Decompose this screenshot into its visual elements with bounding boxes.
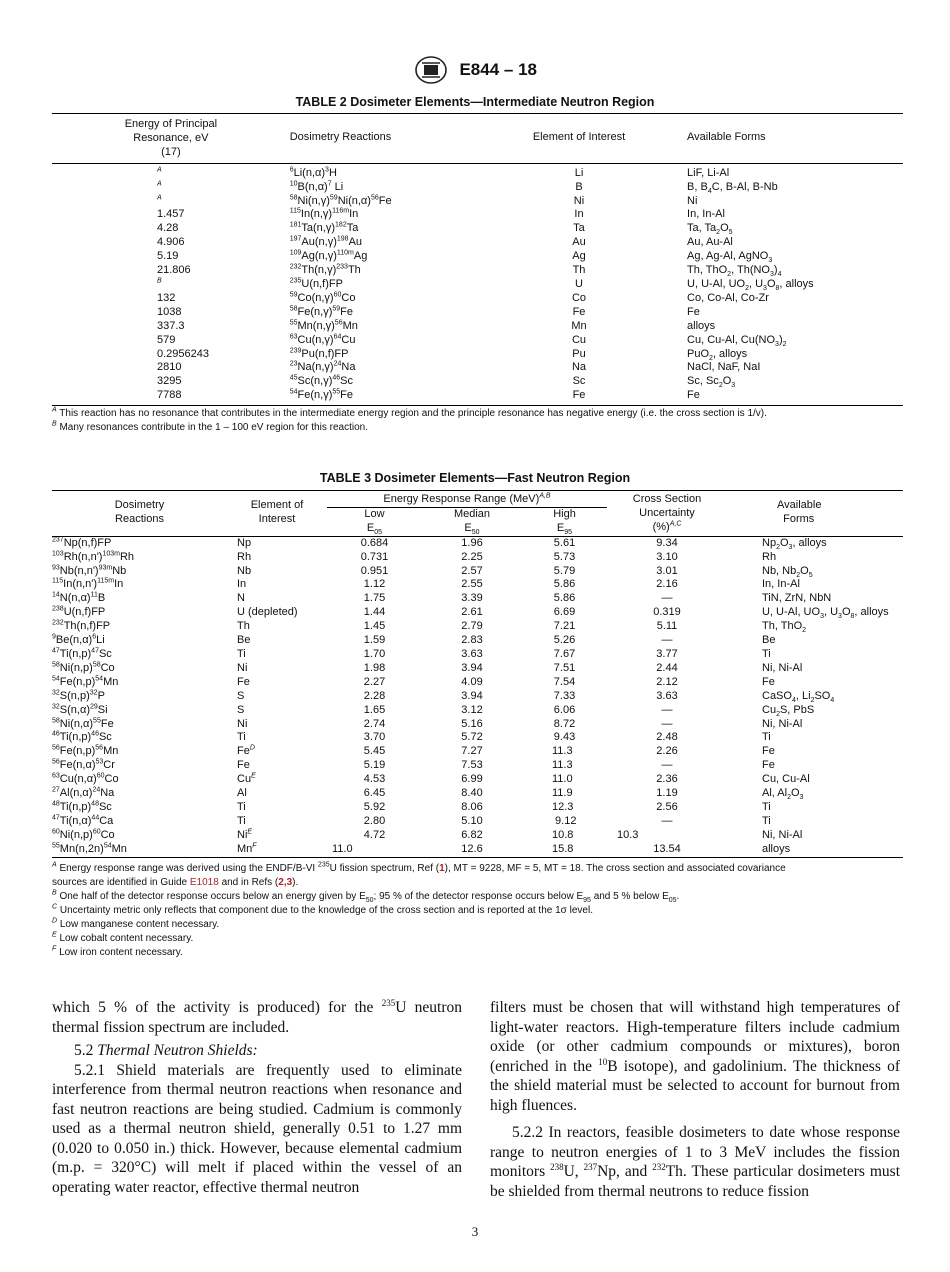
guide-e1018-link[interactable]: E1018 bbox=[189, 876, 219, 888]
table-row: $^A$ $^{10}B(n,\alpha)^7$ Li B B, $B_4C$, B-Al, B-Nb bbox=[157, 179, 778, 195]
table-row: $^{27}Al(n,\alpha)^{24}Na$ Al 6.45 8.40 11.9 1.19 Al, $Al_2O_3$ bbox=[52, 786, 804, 802]
body-left-column bbox=[52, 998, 462, 1197]
table2-body bbox=[52, 163, 903, 405]
table2-header-forms: Available Forms bbox=[687, 131, 766, 144]
table3-header-element: Element of Interest bbox=[227, 491, 327, 537]
table-row: $^A$ $^6Li(n,\alpha)^3H$ Li LiF, Li-Al bbox=[157, 166, 730, 179]
table-row: $^{47}Ti(n,p)^{47}Sc$ Ti 1.70 3.63 7.67 3.77 Ti bbox=[52, 647, 771, 660]
paragraph: 5.2.2 In reactors, feasible dosimeters to date whose response range to neutron energies of 1 to 3 MeV includes the fission monitors $^{238}$U, $^{237}$Np, and $^{232}$Th. These particular dosimeters must be shielded from thermal neutrons to reduce fission bbox=[490, 1124, 901, 1200]
paragraph: 5.2.1 Shield materials are frequently used to eliminate interference from thermal neutron reactions when resonance and fast neutron reactions are being studied. Cadmium is commonly used as a thermal neutron shield, generally 0.51 to 1.27 mm (0.020 to 0.050 in.) thick. However, because elemental cadmium (m.p. = 320°C) will melt if placed within the vessel of an operating water reactor, effective thermal neutron bbox=[52, 1061, 462, 1196]
table-row: $^{56}Fe(n,\alpha)^{53}Cr$ Fe 5.19 7.53 11.3 — Fe bbox=[52, 758, 775, 772]
table-row: $^{103}Rh(n,n')^{103m}Rh$ Rh 0.731 2.25 5.73 3.10 Rh bbox=[52, 549, 777, 563]
table-row: $^{58}Ni(n,p)^{58}Co$ Ni 1.98 3.94 7.51 2.44 Ni, Ni-Al bbox=[52, 661, 803, 674]
table3-header-high: High $E_{95}$ bbox=[522, 507, 607, 536]
table2-header-row bbox=[52, 114, 903, 164]
table-row: 5.19 $^{109}Ag(n,\gamma)^{110m}Ag$ Ag Ag, Ag-Al, AgNO$_3$ bbox=[157, 249, 773, 265]
table3-header-reactions: Dosimetry Reactions bbox=[52, 491, 227, 537]
document-designation: E844 – 18 bbox=[459, 60, 537, 79]
table3-footnote-d: $^D$ Low manganese content necessary. bbox=[52, 917, 220, 930]
table-row: 1.457 $^{115}In(n,\gamma)^{116m}In$ In In, In-Al bbox=[157, 207, 725, 221]
table-row: 337.3 $^{55}Mn(n,\gamma)^{56}Mn$ Mn alloys bbox=[157, 319, 716, 332]
table3-header-range: Energy Response Range (MeV)$^{A,B}$ bbox=[327, 491, 607, 508]
table2-header-energy: Energy of Principal Resonance, eV (17) bbox=[124, 118, 218, 158]
table-row: 2810 $^{23}Na(n,\gamma)^{24}Na$ Na NaCl, NaF, NaI bbox=[157, 360, 761, 374]
table2-footnote-a: $^A$ This reaction has no resonance that contributes in the intermediate energy region and the principle resonance has negative energy (i.e. the cross section is 1/v). bbox=[52, 406, 767, 419]
body-right-column bbox=[490, 998, 900, 1201]
table2-footnote-b: $^B$ Many resonances contribute in the 1 – 100 eV region for this reaction. bbox=[52, 420, 368, 433]
table-row: $^{14}N(n,\alpha)^{11}B$ N 1.75 3.39 5.86 — TiN, ZrN, NbN bbox=[52, 591, 832, 605]
table3-header-uncertainty: Cross Section Uncertainty (%)$^{A,C}$ bbox=[607, 491, 727, 537]
table-row: 579 $^{63}Cu(n,\gamma)^{64}Cu$ Cu Cu, Cu-Al, $Cu(NO_3)_2$ bbox=[157, 332, 787, 348]
table-row: 4.906 $^{197}Au(n,\gamma)^{198}Au$ Au Au, Au-Al bbox=[157, 235, 733, 249]
table-row: $^{56}Fe(n,p)^{56}Mn$ $Fe^D$ 5.45 7.27 11.3 2.26 Fe bbox=[52, 744, 775, 758]
table-row: 132 $^{59}Co(n,\gamma)^{60}Co$ Co Co, Co-Al, Co-Zr bbox=[157, 291, 769, 304]
table-row: 7788 $^{54}Fe(n,\gamma)^{55}Fe$ Fe Fe bbox=[157, 388, 700, 402]
table-row: $^{47}Ti(n,\alpha)^{44}Ca$ Ti 2.80 5.10 9.12 — Ti bbox=[52, 814, 771, 827]
table-row: 3295 $^{45}Sc(n,\gamma)^{46}Sc$ Sc Sc, $Sc_2O_3$ bbox=[157, 374, 736, 390]
table-row: 4.28 $^{181}Ta(n,\gamma)^{182}Ta$ Ta Ta, $Ta_2O_5$ bbox=[157, 221, 733, 237]
table-row: $^{63}Cu(n,\alpha)^{60}Co$ $Cu^E$ 4.53 6.99 11.0 2.36 Cu, Cu-Al bbox=[52, 772, 810, 786]
paragraph: filters must be chosen that will withstand high temperatures of light-water reactors. High-temperature filters include cadmium oxide (or other cadmium compounds or mixtures), boron (enriched in the $^{10}$B isotope), and gadolinium. The thickness of the shield material must be selected to account for burnout from high fluences. bbox=[490, 999, 900, 1114]
table-row: $^{48}Ti(n,p)^{48}Sc$ Ti 5.92 8.06 12.3 2.56 Ti bbox=[52, 800, 771, 813]
table3-header-median: Median $E_{50}$ bbox=[422, 507, 522, 536]
table2-caption: TABLE 2 Dosimeter Elements—Intermediate Neutron Region bbox=[295, 95, 655, 109]
table-row: $^{115}In(n,n')^{115m}In$ In 1.12 2.55 5.86 2.16 In, In-Al bbox=[52, 577, 800, 591]
table-row: $^{32}S(n,p)^{32}P$ S 2.28 3.94 7.33 3.63 CaSO$_4$, $Li_2SO_4$ bbox=[52, 689, 835, 704]
table3-header-row-1 bbox=[52, 491, 903, 508]
table3-footnote-f: $^F$ Low iron content necessary. bbox=[52, 945, 183, 958]
table-row: $^{93}Nb(n,n')^{93m}Nb$ Nb 0.951 2.57 5.79 3.01 Nb, $Nb_2O_5$ bbox=[52, 563, 813, 579]
table2-header-element: Element of Interest bbox=[532, 131, 626, 144]
table-row: $^{232}$Th(n,f)FP Th 1.45 2.79 7.21 5.11 Th, ThO$_2$ bbox=[52, 619, 807, 635]
table-row: $^{60}Ni(n,p)^{60}Co$ $Ni^E$ 4.72 6.82 10.8 10.3 Ni, Ni-Al bbox=[52, 828, 803, 841]
table3-footnote-c: $^C$ Uncertainty metric only reflects that component due to the knowledge of the cross section and is reported at the 1σ level. bbox=[52, 903, 593, 916]
table3-header-low: Low $E_{05}$ bbox=[327, 507, 422, 536]
table3-body bbox=[52, 536, 903, 857]
table3-footnote-e: $^E$ Low cobalt content necessary. bbox=[52, 931, 194, 944]
table2 bbox=[52, 113, 903, 406]
astm-logo-icon bbox=[413, 55, 449, 85]
table2-header-reactions: Dosimetry Reactions bbox=[289, 131, 392, 144]
table3-caption: TABLE 3 Dosimeter Elements—Fast Neutron Region bbox=[319, 471, 631, 485]
table-row: $^{238}$U(n,f)FP U (depleted) 1.44 2.61 6.69 0.319 U, U-Al, $UO_3$, $U_3O_8$, alloys bbox=[52, 605, 889, 621]
table-row: 21.806 $^{232}Th(n,\gamma)^{233}Th$ Th Th, ThO$_2$, $Th(NO_3)_4$ bbox=[157, 263, 782, 279]
table-row: $^{55}Mn(n,2n)^{54}Mn$ $Mn^F$ 11.0 12.6 15.8 13.54 alloys bbox=[52, 842, 791, 855]
document-header bbox=[0, 55, 950, 85]
table3-footnote-b: $^B$ One half of the detector response occurs below an energy given by $E_{50}$; 95 % of the detector response occurs below $E_{95}$ and 5 % below $E_{05}$. bbox=[52, 889, 680, 904]
table-row: $^9Be(n,\alpha)^6Li$ Be 1.59 2.83 5.26 — Be bbox=[52, 633, 776, 647]
table-row: $^{58}Ni(n,\alpha)^{55}Fe$ Ni 2.74 5.16 8.72 — Ni, Ni-Al bbox=[52, 716, 803, 730]
table-row: $^{46}Ti(n,p)^{46}Sc$ Ti 3.70 5.72 9.43 2.48 Ti bbox=[52, 730, 771, 744]
paragraph: which 5 % of the activity is produced) for the $^{235}$U neutron thermal fission spectrum are included. bbox=[52, 997, 462, 1036]
table-row: 0.2956243 $^{239}$Pu(n,f)FP Pu PuO$_2$, alloys bbox=[157, 346, 748, 362]
table-row: 1038 $^{58}Fe(n,\gamma)^{59}Fe$ Fe Fe bbox=[157, 305, 700, 318]
table-row: $^{237}$Np(n,f)FP Np 0.684 1.96 5.61 9.34 $Np_2O_3$, alloys bbox=[52, 536, 827, 551]
table-row: $^{32}S(n,\alpha)^{29}Si$ S 1.65 3.12 6.06 — $Cu_2S$, PbS bbox=[52, 702, 815, 718]
table3 bbox=[52, 490, 903, 858]
table-row: $^B$ $^{235}$U(n,f)FP U U, U-Al, $UO_2$, $U_3O_8$, alloys bbox=[157, 277, 814, 293]
table-row: $^{54}Fe(n,p)^{54}Mn$ Fe 2.27 4.09 7.54 2.12 Fe bbox=[52, 675, 775, 688]
table3-header-forms: Available Forms bbox=[727, 491, 903, 537]
section-heading: 5.2 Thermal Neutron Shields: bbox=[74, 1042, 258, 1059]
page-number: 3 bbox=[471, 1224, 479, 1239]
table3-footnote-a: $^A$ Energy response range was derived using the ENDF/B-VI $^{235}$U fission spectrum, Ref (1), MT = 9228, MF = 5, MT = 18. The cross section and associated covariance sources are identified in Guide E1018 and in Refs (2,3). bbox=[52, 861, 786, 888]
table-row: $^A$ $^{58}Ni(n,\gamma)^{59}Ni(n,\alpha)^{56}Fe$ Ni Ni bbox=[157, 193, 698, 207]
